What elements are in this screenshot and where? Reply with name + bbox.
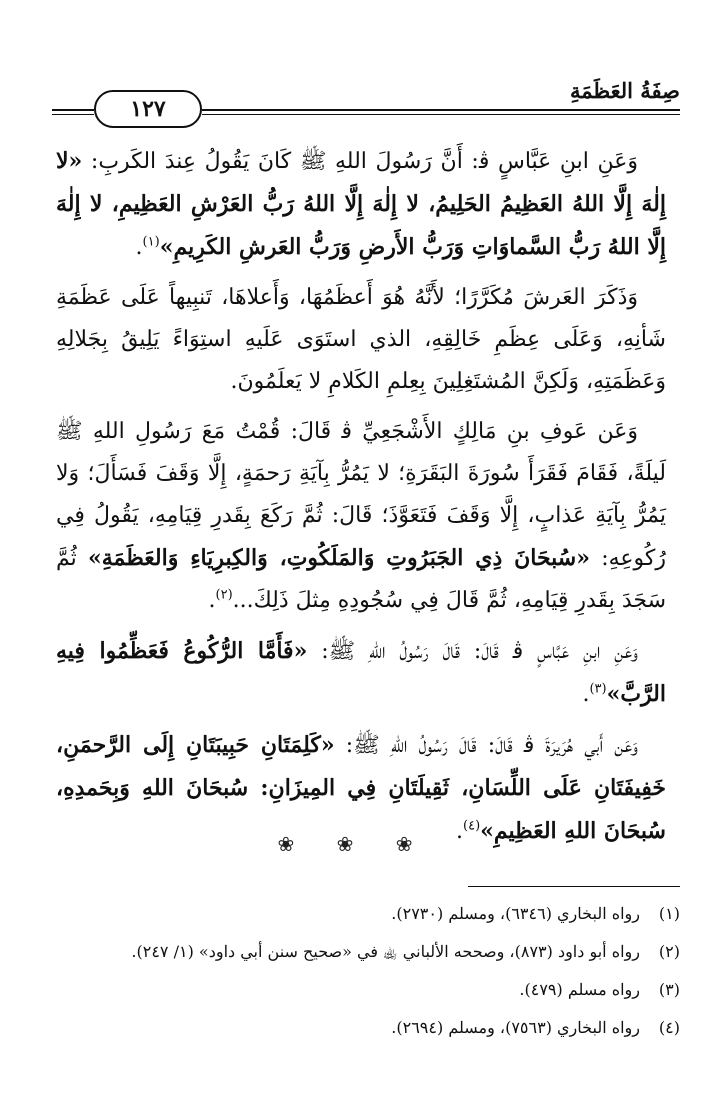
hadith-1: «لا إِلٰهَ إِلَّا اللهُ العَظِيمُ الحَلِيمُ، لا إِلٰهَ إِلَّا اللهُ رَبُّ العَرْشِ العَظِيمِ، لا إِلٰهَ إِلَّا اللهُ رَبُّ السَّماوَاتِ وَرَبُّ الأَرضِ وَرَبُّ العَرشِ الكَرِيمِ» <box>56 148 666 260</box>
footnote-ref-4[interactable]: (٤) <box>463 818 481 834</box>
footnote-number: (٣) <box>658 980 680 999</box>
footnote-number: (٤) <box>658 1018 680 1037</box>
footnote-text: رواه مسلم (٤٧٩). <box>519 980 640 999</box>
footnote-ref-1[interactable]: (١) <box>142 234 160 250</box>
paragraph-2: وَذَكَرَ العَرشَ مُكَرَّرًا؛ لأَنَّهُ هُوَ أَعظَمُهَا، وَأَعلاهَا، تَنبِيهاً عَلَى عَظَمَةِ شَأنِهِ، وَعَلَى عِظَمِ خَالِقِهِ، الذي استَوَى عَلَيهِ استِوَاءً يَلِيقُ بِجَلالِهِ وَعَظَمَتِهِ، وَلَكِنَّ المُشتَغِلِينَ بِعِلمِ الكَلامِ لا يَعلَمُونَ. <box>56 285 666 394</box>
footnotes <box>40 898 680 1050</box>
footnote-text: رواه البخاري (٧٥٦٣)، ومسلم (٢٦٩٤). <box>391 1018 640 1037</box>
hadith-3: «فَأَمَّا الرُّكُوعُ فَعَظِّمُوا فِيهِ الرَّبَّ» <box>56 638 666 707</box>
footnote-3 <box>40 974 680 1006</box>
paragraph-1: وَعَنِ ابنِ عَبَّاسٍ ﭬ: أَنَّ رَسُولَ اللهِ ﷺ كَانَ يَقُولُ عِندَ الكَربِ: «لا إِلٰهَ إِلَّا اللهُ العَظِيمُ الحَلِيمُ، لا إِلٰهَ إِلَّا اللهُ رَبُّ العَرْشِ العَظِيمِ، لا إِلٰهَ إِلَّا اللهُ رَبُّ السَّماوَاتِ وَرَبُّ الأَرضِ وَرَبُّ العَرشِ الكَرِيمِ»$^{(١)}$. <box>56 148 666 260</box>
main-text <box>56 140 666 853</box>
hadith-2: «سُبحَانَ ذِي الجَبَرُوتِ وَالمَلَكُوتِ، وَالكِبرِيَاءِ وَالعَظَمَةِ» <box>87 545 590 571</box>
footnote-2 <box>40 936 680 968</box>
running-title: صِفَةُ العَظَمَةِ <box>569 78 680 103</box>
paragraph-5-intro: وَعَن أَبي هُرَيرَةَ ﭬ قَالَ: قَالَ رَسُولُ اللهِ ﷺ: <box>334 733 638 758</box>
paragraph-1-intro: وَعَنِ ابنِ عَبَّاسٍ ﭬ: أَنَّ رَسُولَ اللهِ ﷺ كَانَ يَقُولُ عِندَ الكَربِ: <box>82 149 638 174</box>
paragraph-5: وَعَن أَبي هُرَيرَةَ ﭬ قَالَ: قَالَ رَسُولُ اللهِ ﷺ: «كَلِمَتَانِ حَبِيبَتَانِ إِلَى الرَّحمَنِ، خَفِيفَتَانِ عَلَى اللِّسَانِ، ثَقِيلَتَانِ فِي المِيزَانِ: سُبحَانَ اللهِ وَبِحَمدِهِ، سُبحَانَ اللهِ العَظِيمِ»$^{(٤)}$. <box>56 732 666 844</box>
paragraph-4-intro: وَعَنِ ابنِ عَبَّاسٍ ﭬ قَالَ: قَالَ رَسُولُ اللهِ ﷺ: <box>307 639 638 664</box>
footnote-4 <box>40 1012 680 1044</box>
paragraph-3: وَعَن عَوفِ بنِ مَالِكٍ الأَشْجَعِيِّ ﭬ قَالَ: قُمْتُ مَعَ رَسُولِ اللهِ ﷺ لَيلَةً، فَقَامَ فَقَرَأَ سُورَةَ البَقَرَةِ؛ لا يَمُرُّ بِآيَةِ رَحمَةٍ، إِلَّا وَقَفَ فَسَأَلَ؛ وَلا يَمُرُّ بِآيَةِ عَذابٍ، إِلَّا وَقَفَ فَتَعَوَّذَ؛ قَالَ: ثُمَّ رَكَعَ بِقَدرِ قِيَامِهِ، يَقُولُ فِي رُكُوعِهِ: «سُبحَانَ ذِي الجَبَرُوتِ وَالمَلَكُوتِ، وَالكِبرِيَاءِ وَالعَظَمَةِ» ثُمَّ سَجَدَ بِقَدرِ قِيَامِهِ، ثُمَّ قَالَ فِي سُجُودِهِ مِثلَ ذَلِكَ...$^{(٢)}$. <box>56 419 666 613</box>
footnote-text: رواه البخاري (٦٣٤٦)، ومسلم (٢٧٣٠). <box>391 904 640 923</box>
hadith-4: «كَلِمَتَانِ حَبِيبَتَانِ إِلَى الرَّحمَنِ، خَفِيفَتَانِ عَلَى اللِّسَانِ، ثَقِيلَتَانِ فِي المِيزَانِ: سُبحَانَ اللهِ وَبِحَمدِهِ، سُبحَانَ اللهِ العَظِيمِ» <box>56 732 666 844</box>
footnote-ref-2[interactable]: (٢) <box>215 587 233 603</box>
footnote-text: رواه أبو داود (٨٧٣)، وصححه الألباني ﵀ في «صحيح سنن أبي داود» (١/ ٢٤٧). <box>131 942 640 961</box>
header-rule-right <box>202 109 680 115</box>
page-number: ١٢٧ <box>94 90 202 128</box>
page-header <box>52 78 680 122</box>
paragraph-4: وَعَنِ ابنِ عَبَّاسٍ ﭬ قَالَ: قَالَ رَسُولُ اللهِ ﷺ: «فَأَمَّا الرُّكُوعُ فَعَظِّمُوا فِيهِ الرَّبَّ»$^{(٣)}$. <box>56 638 666 707</box>
section-ornament: ❀ ❀ ❀ <box>277 832 431 856</box>
paragraph-3-tail: ثُمَّ سَجَدَ بِقَدرِ قِيَامِهِ، ثُمَّ قَالَ فِي سُجُودِهِ مِثلَ ذَلِكَ... <box>56 546 666 613</box>
paragraph-3-intro: وَعَن عَوفِ بنِ مَالِكٍ الأَشْجَعِيِّ ﭬ قَالَ: قُمْتُ مَعَ رَسُولِ اللهِ ﷺ لَيلَةً، فَقَامَ فَقَرَأَ سُورَةَ البَقَرَةِ؛ لا يَمُرُّ بِآيَةِ رَحمَةٍ، إِلَّا وَقَفَ فَسَأَلَ؛ وَلا يَمُرُّ بِآيَةِ عَذابٍ، إِلَّا وَقَفَ فَتَعَوَّذَ؛ قَالَ: ثُمَّ رَكَعَ بِقَدرِ قِيَامِهِ، يَقُولُ فِي رُكُوعِهِ: <box>56 419 666 571</box>
footnote-ref-3[interactable]: (٣) <box>589 681 607 697</box>
header-rule-left <box>52 109 94 115</box>
footnote-number: (١) <box>658 904 680 923</box>
footnote-1 <box>40 898 680 930</box>
footnote-number: (٢) <box>658 942 680 961</box>
footnote-separator <box>468 886 680 887</box>
